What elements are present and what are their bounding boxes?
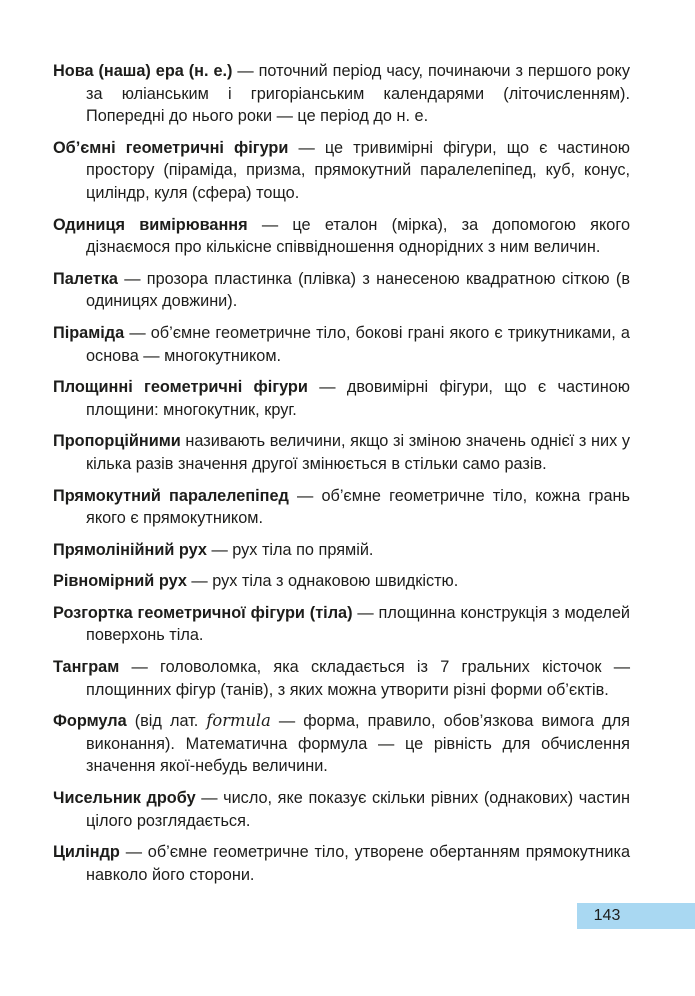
page-number-bar bbox=[577, 903, 695, 929]
glossary-term: Прямолінійний рух bbox=[53, 540, 207, 559]
glossary-term: Циліндр bbox=[53, 843, 120, 862]
glossary-entry-new-era bbox=[53, 60, 630, 128]
glossary-definition: — рух тіла з однаковою швидкістю. bbox=[186, 572, 459, 591]
glossary-entry-net bbox=[53, 602, 630, 647]
latin-word: formula bbox=[206, 711, 271, 731]
glossary-entry-3d-figures bbox=[53, 137, 630, 205]
glossary-definition-prefix: (від лат. bbox=[126, 712, 207, 731]
glossary-definition: — поточний період часу, починаючи з першого року за юліанським і григоріанським календарями (літочисленням). Попередні до нього роки — це період до н. е. bbox=[86, 62, 630, 126]
glossary-entry-linear-motion bbox=[53, 539, 630, 562]
glossary-definition: — площинна конструкція з моделей поверхонь тіла. bbox=[86, 603, 631, 645]
glossary-definition: — об’ємне геометричне тіло, кожна грань якого є прямокутником. bbox=[86, 486, 630, 528]
glossary-definition: — головоломка, яка складається із 7 гральних кісточок — площинних фігур (танів), з яких можна утворити різні форми об’єктів. bbox=[86, 658, 630, 699]
glossary-term: Піраміда bbox=[53, 323, 125, 342]
glossary-definition: — рух тіла по прямій. bbox=[206, 540, 374, 559]
glossary-definition: — це еталон (мірка), за допомогою якого дізнаємося про кількісне співвідношення однорідних з ним величин. bbox=[86, 215, 630, 257]
glossary-term: Пропорційними bbox=[53, 432, 181, 451]
glossary-entry-numerator bbox=[53, 787, 630, 832]
glossary-term: Об’ємні геометричні фігури bbox=[53, 138, 289, 157]
glossary-entry-2d-figures bbox=[53, 376, 630, 421]
glossary-entry-unit-of-measure bbox=[53, 214, 630, 259]
glossary-entry-cuboid bbox=[53, 485, 630, 530]
glossary-definition: — двовимірні фігури, що є частиною площини: многокутник, круг. bbox=[86, 378, 630, 419]
glossary-definition: — об’ємне геометричне тіло, утворене обертанням прямокутника навколо його сторони. bbox=[86, 843, 630, 884]
glossary-term: Формула bbox=[53, 712, 127, 731]
glossary-definition: називають величини, якщо зі зміною значень однієї з них у кілька разів значення другої змінюється в стільки само разів. bbox=[86, 432, 630, 473]
glossary-list bbox=[53, 60, 630, 895]
glossary-entry-paletka bbox=[53, 268, 630, 313]
glossary-term: Танграм bbox=[53, 658, 120, 677]
glossary-entry-uniform-motion bbox=[53, 570, 630, 593]
glossary-term: Одиниця вимірювання bbox=[53, 215, 248, 234]
glossary-definition: — число, яке показує скільки рівних (однакових) частин цілого розглядається. bbox=[86, 789, 630, 830]
glossary-entry-formula bbox=[53, 710, 630, 778]
glossary-term: Площинні геометричні фігури bbox=[53, 378, 308, 397]
glossary-definition: — об’ємне геометричне тіло, бокові грані якого є трикутниками, а основа — многокутником. bbox=[86, 323, 630, 365]
glossary-entry-cylinder bbox=[53, 841, 630, 886]
glossary-term: Рівномірний рух bbox=[53, 572, 187, 591]
glossary-term: Чисельник дробу bbox=[53, 789, 196, 808]
glossary-entry-pyramid bbox=[53, 322, 630, 367]
glossary-term: Розгортка геометричної фігури (тіла) bbox=[53, 603, 353, 622]
glossary-entry-proportional bbox=[53, 430, 630, 475]
glossary-definition: — форма, правило, обов’язкова вимога для виконання). Математична формула — це рівність для обчислення значення якої-небудь величини. bbox=[86, 712, 630, 776]
page-number: 143 bbox=[593, 907, 621, 924]
glossary-entry-tangram bbox=[53, 656, 630, 701]
glossary-term: Нова (наша) ера (н. е.) bbox=[53, 62, 233, 80]
glossary-definition: — прозора пластинка (плівка) з нанесеною квадратною сіткою (в одиницях довжини). bbox=[86, 269, 630, 311]
glossary-term: Палетка bbox=[53, 269, 118, 288]
glossary-definition: — це тривимірні фігури, що є частиною простору (піраміда, призма, прямокутний паралелепіпед, куб, конус, циліндр, куля (сфера) тощо. bbox=[86, 138, 630, 202]
glossary-term: Прямокутний паралелепіпед bbox=[53, 486, 289, 505]
